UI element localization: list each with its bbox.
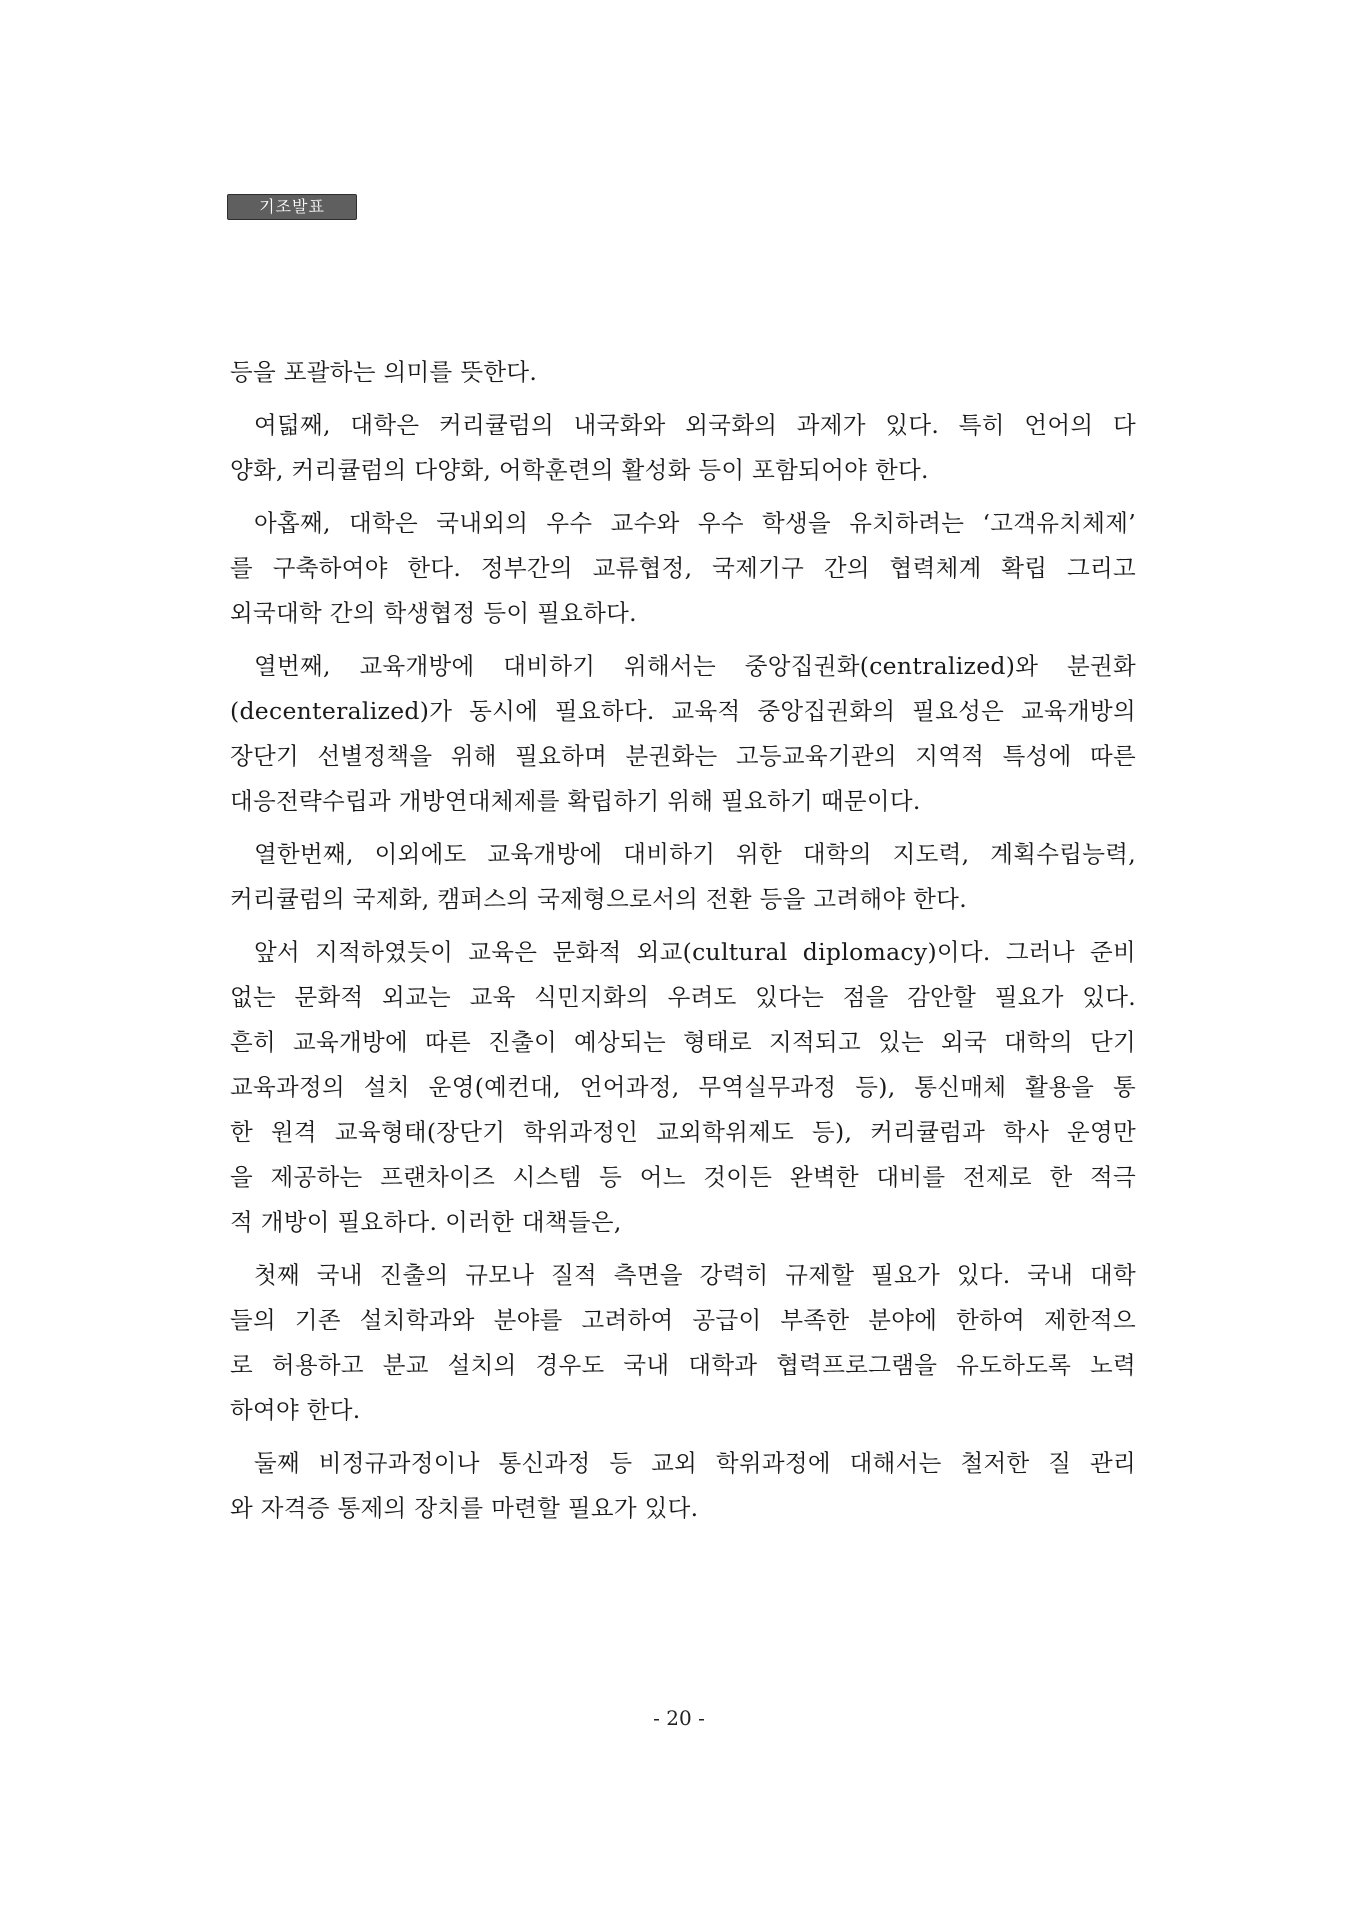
text-line: 적 개방이 필요하다. 이러한 대책들은,: [230, 1208, 622, 1236]
text-line: 하여야 한다.: [230, 1396, 361, 1424]
text-line: 한 원격 교육형태(장단기 학위과정인 교외학위제도 등), 커리큘럼과 학사 운영만: [230, 1118, 1136, 1146]
text-line: 교육과정의 설치 운영(예컨대, 언어과정, 무역실무과정 등), 통신매체 활용을 통: [230, 1073, 1136, 1101]
paragraph: [230, 1253, 1136, 1433]
text-line: 을 제공하는 프랜차이즈 시스템 등 어느 것이든 완벽한 대비를 전제로 한 적극: [230, 1163, 1136, 1191]
text-line: 를 구축하여야 한다. 정부간의 교류협정, 국제기구 간의 협력체계 확립 그리고: [230, 554, 1136, 582]
text-line: 아홉째, 대학은 국내외의 우수 교수와 우수 학생을 유치하려는 ‘고객유치체제’: [254, 509, 1136, 537]
text-line: 첫째 국내 진출의 규모나 질적 측면을 강력히 규제할 필요가 있다. 국내 대학: [254, 1261, 1136, 1289]
document-body: [230, 350, 1136, 1539]
text-line: 흔히 교육개방에 따른 진출이 예상되는 형태로 지적되고 있는 외국 대학의 단기: [230, 1028, 1136, 1056]
paragraph: [230, 832, 1136, 922]
text-line: 없는 문화적 외교는 교육 식민지화의 우려도 있다는 점을 감안할 필요가 있다.: [230, 983, 1136, 1011]
text-line: 앞서 지적하였듯이 교육은 문화적 외교(cultural diplomacy)이다. 그러나 준비: [254, 938, 1136, 966]
text-line: 와 자격증 통제의 장치를 마련할 필요가 있다.: [230, 1494, 699, 1522]
page-number: - 20 -: [653, 1706, 705, 1730]
paragraph: [230, 1441, 1136, 1531]
text-line: 로 허용하고 분교 설치의 경우도 국내 대학과 협력프로그램을 유도하도록 노력: [230, 1351, 1136, 1379]
section-tag: 기조발표: [227, 194, 357, 220]
paragraph: [230, 501, 1136, 636]
text-line: 양화, 커리큘럼의 다양화, 어학훈련의 활성화 등이 포함되어야 한다.: [230, 456, 929, 484]
paragraph: [230, 644, 1136, 824]
text-line: 장단기 선별정책을 위해 필요하며 분권화는 고등교육기관의 지역적 특성에 따른: [230, 742, 1136, 770]
text-line: 열한번째, 이외에도 교육개방에 대비하기 위한 대학의 지도력, 계획수립능력,: [254, 840, 1136, 868]
paragraph: [230, 930, 1136, 1245]
paragraph: [230, 350, 1136, 395]
text-line: 둘째 비정규과정이나 통신과정 등 교외 학위과정에 대해서는 철저한 질 관리: [254, 1449, 1136, 1477]
text-line: 커리큘럼의 국제화, 캠퍼스의 국제형으로서의 전환 등을 고려해야 한다.: [230, 885, 967, 913]
text-line: 열번째, 교육개방에 대비하기 위해서는 중앙집권화(centralized)와 분권화: [254, 652, 1136, 680]
paragraph: [230, 403, 1136, 493]
text-line: 대응전략수립과 개방연대체제를 확립하기 위해 필요하기 때문이다.: [230, 787, 921, 815]
text-line: (decenteralized)가 동시에 필요하다. 교육적 중앙집권화의 필요성은 교육개방의: [230, 697, 1136, 725]
text-line: 등을 포괄하는 의미를 뜻한다.: [230, 358, 538, 386]
text-line: 외국대학 간의 학생협정 등이 필요하다.: [230, 599, 637, 627]
text-line: 들의 기존 설치학과와 분야를 고려하여 공급이 부족한 분야에 한하여 제한적으: [230, 1306, 1136, 1334]
text-line: 여덟째, 대학은 커리큘럼의 내국화와 외국화의 과제가 있다. 특히 언어의 다: [254, 411, 1136, 439]
